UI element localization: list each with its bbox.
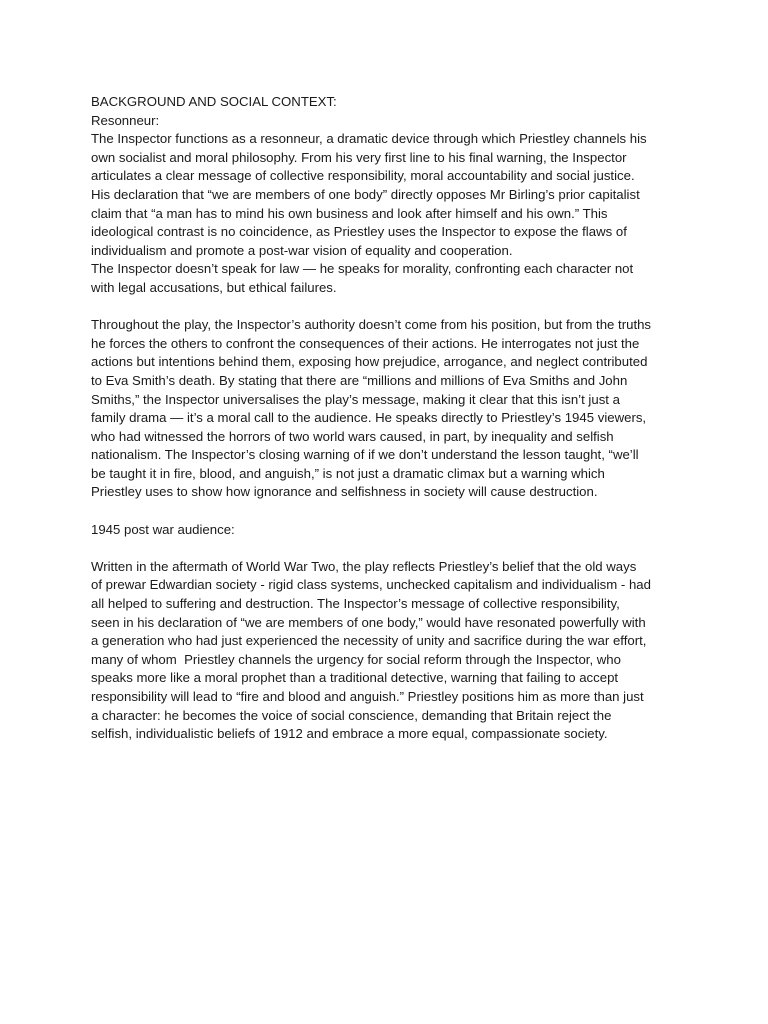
subheading-audience: 1945 post war audience: xyxy=(91,521,235,537)
paragraph-spacer xyxy=(91,298,691,317)
text-line: all helped to suffering and destruction. The Inspector’s message of collective responsibility, xyxy=(91,596,620,612)
text-line: His declaration that “we are members of one body” directly opposes Mr Birling’s prior capitalist xyxy=(91,186,640,202)
text-line: claim that “a man has to mind his own business and look after himself and his own.” This xyxy=(91,205,608,221)
paragraph-audience xyxy=(91,558,691,744)
text-line: Priestley uses to show how ignorance and selfishness in society will cause destruction. xyxy=(91,484,598,500)
text-line: speaks more like a moral prophet than a traditional detective, warning that failing to accept xyxy=(91,670,619,686)
text-line: own socialist and moral philosophy. From his very first line to his final warning, the Inspector xyxy=(91,149,627,165)
text-line: The Inspector functions as a resonneur, a dramatic device through which Priestley channels his xyxy=(91,131,647,147)
paragraph-spacer xyxy=(91,539,691,558)
text-line: Throughout the play, the Inspector’s authority doesn’t come from his position, but from the truths xyxy=(91,317,652,333)
text-line: he forces the others to confront the consequences of their actions. He interrogates not just the xyxy=(91,335,640,351)
section-heading: BACKGROUND AND SOCIAL CONTEXT: xyxy=(91,94,337,109)
text-line: Smiths,” the Inspector universalises the play’s message, making it clear that this isn’t just a xyxy=(91,391,620,407)
text-line: responsibility will lead to “fire and blood and anguish.” Priestley positions him as more than just xyxy=(91,689,644,704)
text-line: The Inspector doesn’t speak for law — he speaks for morality, confronting each character not xyxy=(91,261,634,277)
text-line: a character: he becomes the voice of social conscience, demanding that Britain reject the xyxy=(91,707,612,723)
document-body xyxy=(91,93,691,744)
text-line: a generation who had just experienced the necessity of unity and sacrifice during the war effort, xyxy=(91,633,647,649)
text-line: Written in the aftermath of World War Two, the play reflects Priestley’s belief that the old ways xyxy=(91,558,637,574)
text-line: of prewar Edwardian society - rigid class systems, unchecked capitalism and individualism - had xyxy=(91,577,651,593)
text-line: selfish, individualistic beliefs of 1912 and embrace a more equal, compassionate society. xyxy=(91,726,608,742)
subheading-resonneur: Resonneur: xyxy=(91,112,160,128)
text-line: who had witnessed the horrors of two world wars caused, in part, by inequality and selfish xyxy=(91,428,614,444)
paragraph-resonneur xyxy=(91,130,691,297)
text-line: ideological contrast is no coincidence, as Priestley uses the Inspector to expose the flaws of xyxy=(91,224,627,240)
text-line: actions but intentions behind them, exposing how prejudice, arrogance, and neglect contributed xyxy=(91,354,648,370)
text-line: be taught it in fire, blood, and anguish,” is not just a dramatic climax but a warning which xyxy=(91,465,605,481)
text-line: individualism and promote a post-war vision of equality and cooperation. xyxy=(91,242,513,258)
text-line: seen in his declaration of “we are members of one body,” would have resonated powerfully with xyxy=(91,614,646,630)
text-line: to Eva Smith’s death. By stating that there are “millions and millions of Eva Smiths and John xyxy=(91,372,628,388)
text-line: articulates a clear message of collective responsibility, moral accountability and social justice. xyxy=(91,168,635,184)
text-line: family drama — it’s a moral call to the audience. He speaks directly to Priestley’s 1945 viewers, xyxy=(91,410,647,426)
paragraph-authority xyxy=(91,316,691,502)
text-line: many of whom Priestley channels the urgency for social reform through the Inspector, who xyxy=(91,651,621,667)
paragraph-spacer xyxy=(91,502,691,521)
text-line: with legal accusations, but ethical failures. xyxy=(91,279,337,295)
text-line: nationalism. The Inspector’s closing warning of if we don’t understand the lesson taught, “we’ll xyxy=(91,447,639,463)
